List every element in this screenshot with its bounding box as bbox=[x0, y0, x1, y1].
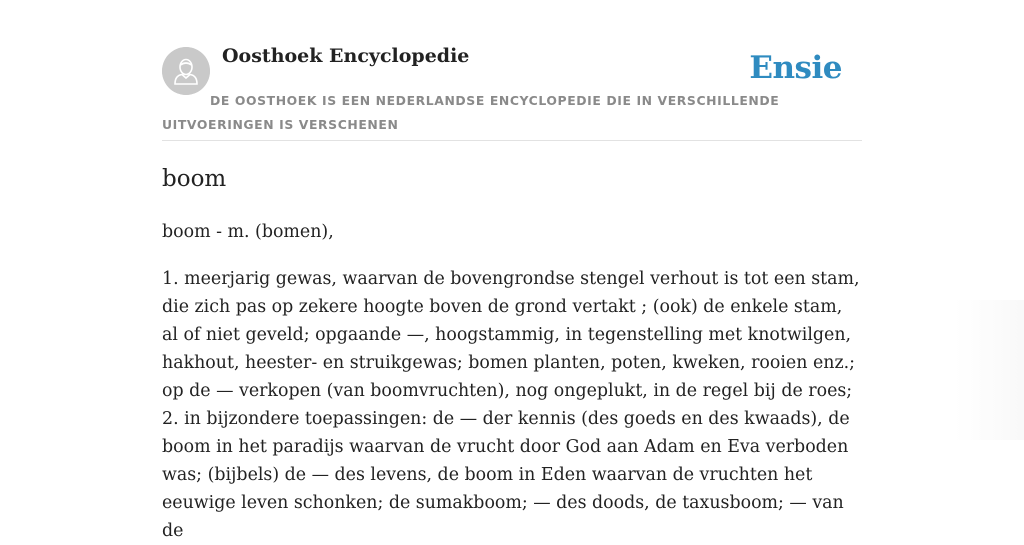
site-tagline: DE OOSTHOEK IS EEN NEDERLANDSE ENCYCLOPEDIE DIE IN VERSCHILLENDE UITVOERINGEN IS VERSCHENEN bbox=[162, 93, 780, 132]
article bbox=[162, 160, 862, 545]
user-icon[interactable] bbox=[162, 47, 210, 95]
edge-fade bbox=[954, 300, 1024, 440]
sense-1: 1. meerjarig gewas, waarvan de bovengrondse stengel verhout is tot een stam, die zich pas op zekere hoogte boven de grond vertakt ; (ook) de enkele stam, al of niet geveld; opgaande —, hoogstammig, in tegenstelling met knotwilgen, hakhout, heester- en struikgewas; bomen planten, poten, kweken, rooien enz.; op de — verkopen (van boomvruchten), nog ongeplukt, in de regel bij de roes; bbox=[162, 269, 860, 401]
site-title[interactable]: Oosthoek Encyclopedie bbox=[222, 45, 470, 67]
site-header bbox=[162, 0, 862, 141]
definition-line: boom - m. (bomen), bbox=[162, 222, 334, 242]
page bbox=[162, 0, 862, 541]
brand-logo[interactable]: Ensie bbox=[749, 50, 842, 86]
definition-senses bbox=[162, 265, 862, 545]
sense-2: 2. in bijzondere toepassingen: de — der kennis (des goeds en des kwaads), de boom in het paradijs waarvan de vrucht door God aan Adam en Eva verboden was; (bijbels) de — des levens, de boom in Eden waarvan de vruchten het eeuwige leven schonken; de sumakboom; — des doods, de taxusboom; — van de bbox=[162, 409, 850, 541]
entry-title: boom bbox=[162, 166, 227, 192]
